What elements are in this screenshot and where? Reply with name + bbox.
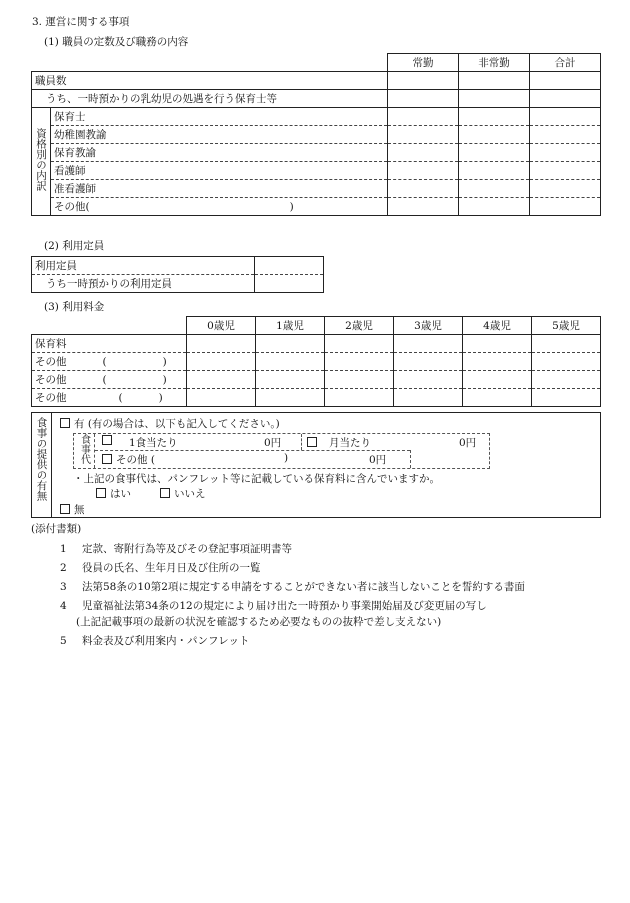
cell-input[interactable] <box>532 353 601 371</box>
paren-open: ( <box>102 355 107 368</box>
header-parttime: 非常勤 <box>459 54 530 72</box>
cell-input[interactable] <box>530 90 601 108</box>
age-1: 1歳児 <box>256 317 325 335</box>
paren-open: ( <box>102 373 107 386</box>
cell-input[interactable] <box>532 371 601 389</box>
cell-input[interactable] <box>187 353 256 371</box>
meal-fee-label-cell <box>74 434 95 468</box>
cell-input[interactable] <box>256 353 325 371</box>
meal-yes-option[interactable] <box>60 416 280 431</box>
subsection-title-capacity: (2) 利用定員 <box>44 240 105 252</box>
included-no-option[interactable] <box>160 486 206 501</box>
cell-input[interactable] <box>388 198 459 216</box>
cell-input[interactable] <box>459 90 530 108</box>
attachment-item-5: 5 料金表及び利用案内・パンフレット <box>60 635 250 647</box>
cell-input[interactable] <box>530 144 601 162</box>
included-no-label: いいえ <box>174 488 206 500</box>
cell-input[interactable] <box>532 335 601 353</box>
cell-input[interactable] <box>388 90 459 108</box>
other-fee-label: その他 ( <box>116 454 155 466</box>
fee-row-other-1 <box>32 353 187 371</box>
cell-input[interactable] <box>459 126 530 144</box>
cell-input[interactable] <box>187 371 256 389</box>
age-0: 0歳児 <box>187 317 256 335</box>
age-5: 5歳児 <box>532 317 601 335</box>
row-staff-count: 職員数 <box>32 72 388 90</box>
fee-row-other-3 <box>32 389 187 407</box>
checkbox-icon[interactable] <box>60 504 70 514</box>
attachments-title: (添付書類) <box>31 523 82 535</box>
paren-close: ) <box>162 373 167 386</box>
cell-input[interactable] <box>388 108 459 126</box>
checkbox-icon[interactable] <box>160 488 170 498</box>
per-meal-label: 1食当たり <box>129 437 178 449</box>
cell-input[interactable] <box>187 389 256 407</box>
age-2: 2歳児 <box>325 317 394 335</box>
qual-childcare-educator: 保育教諭 <box>51 144 388 162</box>
qualification-group-label <box>32 108 51 216</box>
cell-input[interactable] <box>530 162 601 180</box>
cell-input[interactable] <box>463 389 532 407</box>
qual-other <box>51 198 388 216</box>
subsection-title-fees: (3) 利用料金 <box>44 301 105 313</box>
cell-input[interactable] <box>530 198 601 216</box>
per-meal-option[interactable] <box>102 435 116 447</box>
meal-yes-text: 有 (有の場合は、以下も記入してください。) <box>74 418 280 430</box>
cell-input[interactable] <box>325 353 394 371</box>
cell-input[interactable] <box>459 180 530 198</box>
cell-input[interactable] <box>394 335 463 353</box>
row-temp-care-staff: うち、一時預かりの乳幼児の処遇を行う保育士等 <box>32 90 388 108</box>
meal-fee-box <box>73 433 490 469</box>
cell-input[interactable] <box>459 162 530 180</box>
fee-row-other-2 <box>32 371 187 389</box>
checkbox-icon[interactable] <box>60 418 70 428</box>
attachment-item-2: 2 役員の氏名、生年月日及び住所の一覧 <box>60 562 261 574</box>
cell-input[interactable] <box>325 389 394 407</box>
cell-input[interactable] <box>256 335 325 353</box>
qual-kindergarten-teacher: 幼稚園教諭 <box>51 126 388 144</box>
fee-other-label: その他 <box>35 373 67 386</box>
other-fee-close: ) <box>284 452 289 464</box>
staff-table <box>31 53 601 216</box>
other-fee-option[interactable] <box>102 452 155 467</box>
capacity-table <box>31 256 324 293</box>
qual-nurse: 看護師 <box>51 162 388 180</box>
cell-input[interactable] <box>388 180 459 198</box>
per-meal-value[interactable]: 0円 <box>264 437 282 449</box>
cell-input[interactable] <box>459 108 530 126</box>
meal-label-cell <box>32 413 52 517</box>
cell-input[interactable] <box>256 371 325 389</box>
fee-row-childcare: 保育料 <box>32 335 187 353</box>
cell-input[interactable] <box>463 335 532 353</box>
cell-input[interactable] <box>459 198 530 216</box>
meal-no-text: 無 <box>74 504 85 516</box>
meal-fee-label: 食事代 <box>78 434 90 464</box>
cell-input[interactable] <box>459 144 530 162</box>
cell-input[interactable] <box>388 72 459 90</box>
subsection-title-staff: (1) 職員の定数及び職務の内容 <box>44 36 189 48</box>
fee-other-label: その他 <box>35 355 67 368</box>
fee-table <box>31 316 601 407</box>
cell-input[interactable] <box>394 371 463 389</box>
checkbox-icon[interactable] <box>102 454 112 464</box>
age-4: 4歳児 <box>463 317 532 335</box>
cell-input[interactable] <box>530 72 601 90</box>
capacity-label: 利用定員 <box>32 257 255 275</box>
cell-input[interactable] <box>388 162 459 180</box>
per-month-label: 月当たり <box>329 437 371 449</box>
temp-capacity-label: うち一時預かりの利用定員 <box>32 275 255 293</box>
meal-included-question: ・上記の食事代は、パンフレット等に記載している保育料に含んでいますか。 <box>73 473 440 485</box>
qual-other-close: ) <box>289 200 294 213</box>
section-title: 3. 運営に関する事項 <box>32 16 130 28</box>
meal-section <box>31 412 601 518</box>
cell-input[interactable] <box>532 389 601 407</box>
attachment-item-1: 1 定款、寄附行為等及びその登記事項証明書等 <box>60 543 292 555</box>
cell-input[interactable] <box>388 126 459 144</box>
fee-other-label: その他 <box>35 391 67 404</box>
paren-close: ) <box>162 355 167 368</box>
included-yes-label: はい <box>110 488 131 500</box>
cell-input[interactable] <box>255 275 324 293</box>
cell-input[interactable] <box>325 335 394 353</box>
qualification-group-text: 資格別の内訳 <box>35 127 47 191</box>
cell-input[interactable] <box>463 371 532 389</box>
meal-label: 食事の提供の有無 <box>35 417 48 501</box>
other-fee-value[interactable]: 0円 <box>369 454 387 466</box>
included-yes-option[interactable] <box>96 486 131 501</box>
cell-input[interactable] <box>255 257 324 275</box>
checkbox-icon[interactable] <box>307 437 317 447</box>
cell-input[interactable] <box>530 180 601 198</box>
meal-no-option[interactable] <box>60 502 85 517</box>
qual-nursery-teacher: 保育士 <box>51 108 388 126</box>
cell-input[interactable] <box>388 144 459 162</box>
cell-input[interactable] <box>187 335 256 353</box>
cell-input[interactable] <box>530 108 601 126</box>
cell-input[interactable] <box>463 353 532 371</box>
per-month-option[interactable] <box>307 435 371 450</box>
checkbox-icon[interactable] <box>96 488 106 498</box>
attachment-item-4: 4 児童福祉法第34条の12の規定により届け出た一時預かり事業開始届及び変更届の写し <box>60 600 487 612</box>
cell-input[interactable] <box>394 353 463 371</box>
attachment-item-3: 3 法第58条の10第2項に規定する申請をすることができない者に該当しないことを誓約する書面 <box>60 581 525 593</box>
paren-close: ) <box>158 391 163 404</box>
per-month-value[interactable]: 0円 <box>459 437 477 449</box>
cell-input[interactable] <box>530 126 601 144</box>
cell-input[interactable] <box>325 371 394 389</box>
age-3: 3歳児 <box>394 317 463 335</box>
cell-input[interactable] <box>256 389 325 407</box>
qual-other-label: その他( <box>54 200 90 213</box>
qual-assistant-nurse: 准看護師 <box>51 180 388 198</box>
paren-open: ( <box>118 391 123 404</box>
cell-input[interactable] <box>394 389 463 407</box>
cell-input[interactable] <box>459 72 530 90</box>
attachment-item-4-note: (上記記載事項の最新の状況を確認するため必要なものの抜粋で差し支えない) <box>76 616 442 628</box>
header-total: 合計 <box>530 54 601 72</box>
checkbox-icon[interactable] <box>102 435 112 445</box>
header-fulltime: 常勤 <box>388 54 459 72</box>
